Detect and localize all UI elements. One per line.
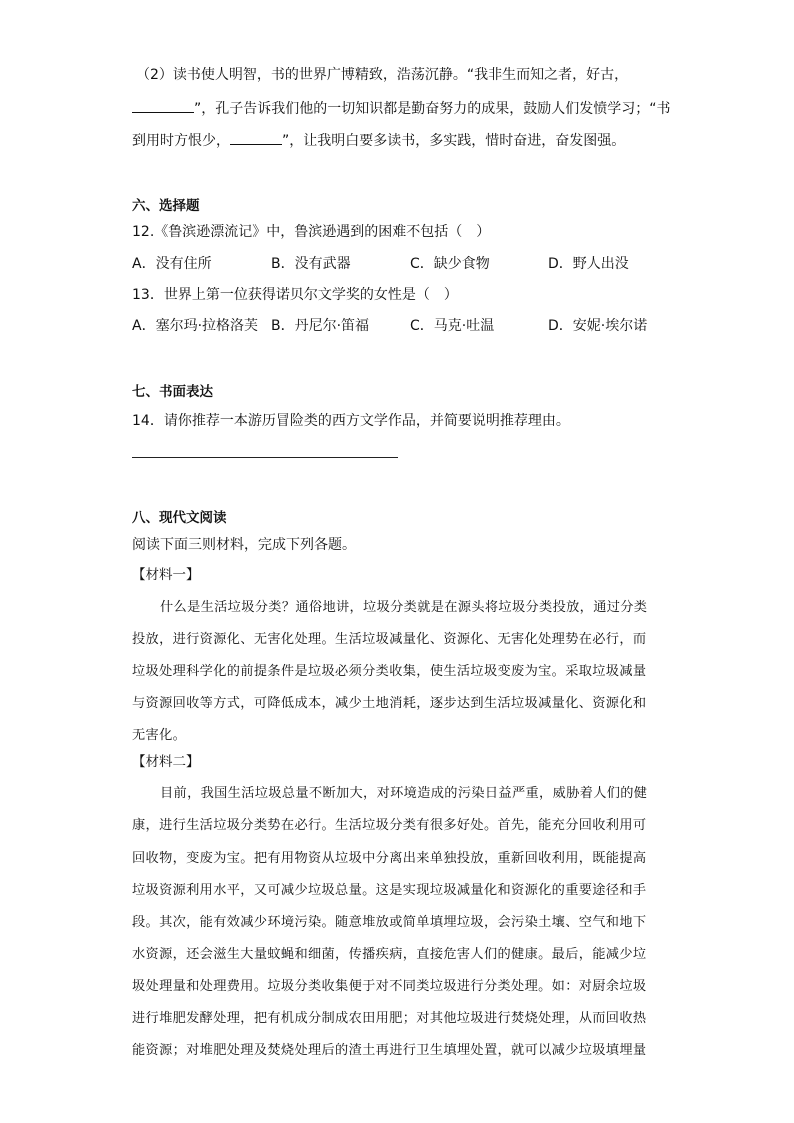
section-6-title: 六、选择题 [132,198,200,214]
q12-option-c[interactable]: C．缺少食物 [410,256,490,272]
question-14-stem: 14．请你推荐一本游历冒险类的西方文学作品，并简要说明推荐理由。 [132,413,570,429]
line-2-text: ”，孔子告诉我们他的一切知识都是勤奋努力的成果，鼓励人们发愤学习；“书 [194,101,671,117]
material-2-line: 回收物，变废为宝。把有用物资从垃圾中分离出来单独投放，重新回收利用，既能提高 [132,851,647,866]
poem-question-line-2 [132,98,671,119]
line-3-text-b: ”，让我明白要多读书，多实践，惜时奋进，奋发图强。 [282,133,626,149]
material-2-line: 目前，我国生活垃圾总量不断加大，对环境造成的污染日益严重，威胁着人们的健 [160,786,648,801]
material-2-line: 进行堆肥发酵处理，把有机成分制成农田用肥；对其他垃圾进行焚烧处理，从而回收热 [132,1011,647,1026]
fill-blank-1[interactable] [132,98,194,113]
material-1-line: 垃圾处理科学化的前提条件是垃圾必须分类收集，使生活垃圾变废为宝。采取垃圾减量 [132,664,647,679]
material-2-line: 水资源，还会滋生大量蚊蝇和细菌，传播疾病，直接危害人们的健康。最后，能减少垃 [132,947,647,962]
q12-option-b[interactable]: B．没有武器 [271,256,351,272]
material-1-line: 与资源回收等方式，可降低成本，减少土地消耗，逐步达到生活垃圾减量化、资源化和 [132,696,647,711]
material-2-label: 【材料二】 [132,754,200,770]
reading-intro: 阅读下面三则材料，完成下列各题。 [132,537,356,553]
q12-option-d[interactable]: D．野人出没 [548,256,629,272]
material-1-line: 投放，进行资源化、无害化处理。生活垃圾减量化、资源化、无害化处理势在必行，而 [132,632,647,647]
question-13-stem: 13．世界上第一位获得诺贝尔文学奖的女性是（ ） [132,287,458,303]
poem-question-line-1: （2）读书使人明智，书的世界广博精致，浩荡沉静。“我非生而知之者，好古， [136,67,629,83]
line-3-text-a: 到用时方恨少， [132,133,230,149]
q13-option-c[interactable]: C．马克·吐温 [410,318,495,334]
material-1-line: 无害化。 [132,728,187,743]
material-1-label: 【材料一】 [132,567,200,583]
q13-option-a[interactable]: A．塞尔玛·拉格洛芙 [132,318,259,334]
fill-blank-2[interactable] [230,130,282,145]
poem-question-line-3 [132,130,625,151]
section-7-title: 七、书面表达 [132,384,213,400]
q12-option-a[interactable]: A．没有住所 [132,256,212,272]
question-12-stem: 12.《鲁滨逊漂流记》中，鲁滨逊遇到的困难不包括（ ） [132,224,491,240]
material-2-line: 康，进行生活垃圾分类势在必行。生活垃圾分类有很多好处。首先，能充分回收利用可 [132,818,647,833]
material-2-line: 垃圾资源利用水平，又可减少垃圾总量。这是实现垃圾减量化和资源化的重要途径和手 [132,883,647,898]
material-1-line: 什么是生活垃圾分类？通俗地讲，垃圾分类就是在源头将垃圾分类投放，通过分类 [160,600,648,615]
material-2-line: 段。其次，能有效减少环境污染。随意堆放或简单填埋垃圾，会污染土壤、空气和地下 [132,915,647,930]
q13-option-d[interactable]: D．安妮·埃尔诺 [548,318,648,334]
answer-line[interactable] [132,457,398,458]
material-2-line: 能资源；对堆肥处理及焚烧处理后的渣土再进行卫生填埋处置，就可以减少垃圾填埋量 [132,1043,647,1058]
section-8-title: 八、现代文阅读 [132,510,227,526]
q13-option-b[interactable]: B．丹尼尔·笛福 [271,318,370,334]
material-2-line: 圾处理量和处理费用。垃圾分类收集便于对不同类垃圾进行分类处理。如：对厨余垃圾 [132,979,647,994]
